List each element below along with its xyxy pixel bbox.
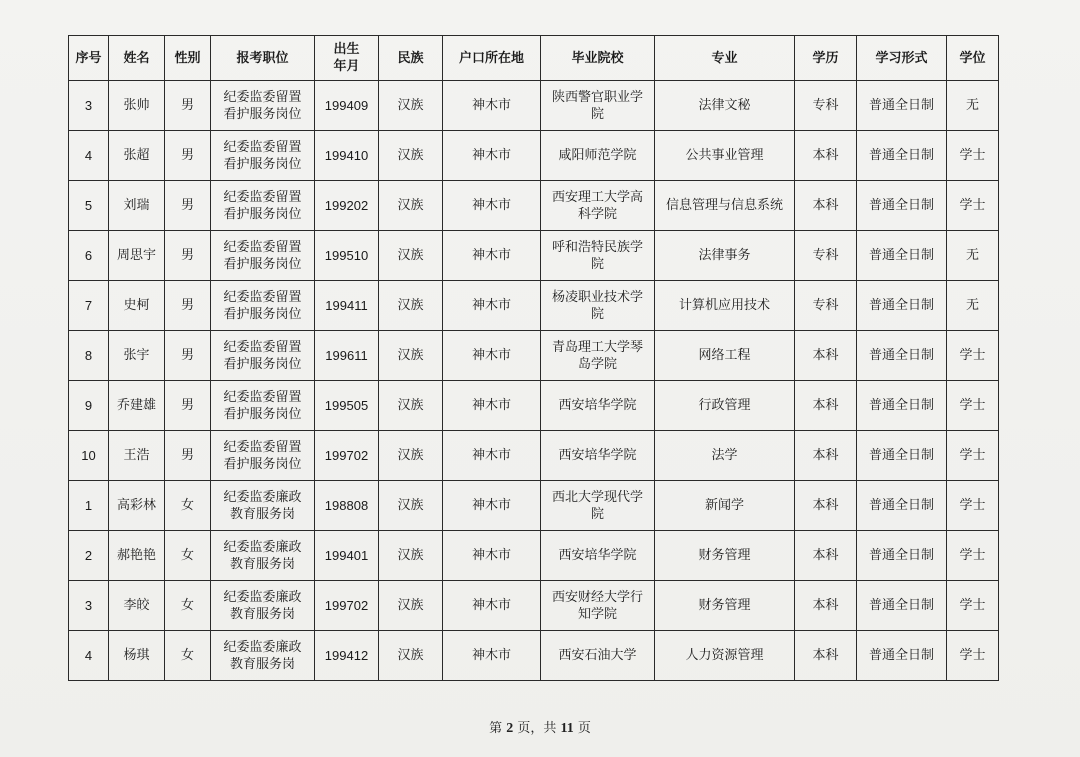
cell-school: 西安财经大学行 知学院 — [541, 581, 655, 631]
cell-gender: 女 — [165, 631, 211, 681]
cell-hukou: 神木市 — [443, 481, 541, 531]
cell-birth: 199409 — [315, 81, 379, 131]
cell-birth: 199702 — [315, 431, 379, 481]
cell-education: 本科 — [795, 431, 857, 481]
cell-ethnicity: 汉族 — [379, 581, 443, 631]
cell-hukou: 神木市 — [443, 531, 541, 581]
table-row — [69, 81, 999, 131]
cell-study-mode: 普通全日制 — [857, 131, 947, 181]
cell-degree: 无 — [947, 81, 999, 131]
cell-gender: 女 — [165, 481, 211, 531]
cell-ethnicity: 汉族 — [379, 531, 443, 581]
cell-study-mode: 普通全日制 — [857, 331, 947, 381]
cell-degree: 学士 — [947, 631, 999, 681]
cell-position: 纪委监委留置 看护服务岗位 — [211, 331, 315, 381]
cell-education: 本科 — [795, 131, 857, 181]
cell-position: 纪委监委廉政 教育服务岗 — [211, 581, 315, 631]
cell-major: 网络工程 — [655, 331, 795, 381]
cell-name: 周思宇 — [109, 231, 165, 281]
table-row — [69, 131, 999, 181]
header-gender: 性别 — [165, 36, 211, 81]
cell-seq: 10 — [69, 431, 109, 481]
cell-birth: 199411 — [315, 281, 379, 331]
cell-name: 刘瑞 — [109, 181, 165, 231]
cell-birth: 199401 — [315, 531, 379, 581]
cell-seq: 6 — [69, 231, 109, 281]
cell-study-mode: 普通全日制 — [857, 631, 947, 681]
cell-name: 史柯 — [109, 281, 165, 331]
header-school: 毕业院校 — [541, 36, 655, 81]
cell-education: 专科 — [795, 81, 857, 131]
cell-school: 西安培华学院 — [541, 531, 655, 581]
cell-birth: 199510 — [315, 231, 379, 281]
cell-major: 法学 — [655, 431, 795, 481]
cell-major: 行政管理 — [655, 381, 795, 431]
cell-hukou: 神木市 — [443, 181, 541, 231]
candidate-table — [68, 35, 999, 681]
cell-seq: 2 — [69, 531, 109, 581]
cell-education: 本科 — [795, 631, 857, 681]
cell-position: 纪委监委留置 看护服务岗位 — [211, 381, 315, 431]
cell-study-mode: 普通全日制 — [857, 281, 947, 331]
cell-gender: 男 — [165, 131, 211, 181]
cell-position: 纪委监委留置 看护服务岗位 — [211, 231, 315, 281]
table-row — [69, 581, 999, 631]
cell-study-mode: 普通全日制 — [857, 181, 947, 231]
footer-prefix: 第 — [489, 721, 503, 736]
cell-seq: 4 — [69, 131, 109, 181]
cell-degree: 学士 — [947, 481, 999, 531]
cell-study-mode: 普通全日制 — [857, 431, 947, 481]
cell-hukou: 神木市 — [443, 281, 541, 331]
cell-education: 本科 — [795, 331, 857, 381]
cell-ethnicity: 汉族 — [379, 481, 443, 531]
header-name: 姓名 — [109, 36, 165, 81]
cell-study-mode: 普通全日制 — [857, 81, 947, 131]
cell-school: 西安理工大学高 科学院 — [541, 181, 655, 231]
cell-school: 青岛理工大学琴 岛学院 — [541, 331, 655, 381]
cell-education: 专科 — [795, 231, 857, 281]
cell-degree: 无 — [947, 281, 999, 331]
cell-ethnicity: 汉族 — [379, 281, 443, 331]
cell-name: 杨琪 — [109, 631, 165, 681]
cell-gender: 男 — [165, 431, 211, 481]
cell-school: 咸阳师范学院 — [541, 131, 655, 181]
cell-major: 人力资源管理 — [655, 631, 795, 681]
table-row — [69, 631, 999, 681]
table-body — [69, 81, 999, 681]
cell-degree: 学士 — [947, 131, 999, 181]
cell-position: 纪委监委留置 看护服务岗位 — [211, 181, 315, 231]
table-row — [69, 281, 999, 331]
table-row — [69, 531, 999, 581]
cell-ethnicity: 汉族 — [379, 231, 443, 281]
cell-degree: 学士 — [947, 181, 999, 231]
cell-ethnicity: 汉族 — [379, 131, 443, 181]
cell-position: 纪委监委留置 看护服务岗位 — [211, 81, 315, 131]
footer-total-pages: 11 — [560, 721, 574, 736]
cell-school: 杨凌职业技术学 院 — [541, 281, 655, 331]
cell-seq: 9 — [69, 381, 109, 431]
cell-education: 本科 — [795, 581, 857, 631]
header-birth: 出生 年月 — [315, 36, 379, 81]
cell-gender: 男 — [165, 281, 211, 331]
header-degree: 学位 — [947, 36, 999, 81]
cell-education: 专科 — [795, 281, 857, 331]
cell-seq: 7 — [69, 281, 109, 331]
cell-birth: 199702 — [315, 581, 379, 631]
cell-birth: 199412 — [315, 631, 379, 681]
table-row — [69, 481, 999, 531]
cell-study-mode: 普通全日制 — [857, 531, 947, 581]
cell-ethnicity: 汉族 — [379, 631, 443, 681]
cell-hukou: 神木市 — [443, 131, 541, 181]
cell-school: 西安石油大学 — [541, 631, 655, 681]
cell-education: 本科 — [795, 181, 857, 231]
cell-major: 信息管理与信息系统 — [655, 181, 795, 231]
cell-hukou: 神木市 — [443, 631, 541, 681]
cell-hukou: 神木市 — [443, 231, 541, 281]
cell-birth: 199410 — [315, 131, 379, 181]
cell-ethnicity: 汉族 — [379, 381, 443, 431]
cell-degree: 学士 — [947, 531, 999, 581]
cell-education: 本科 — [795, 481, 857, 531]
cell-ethnicity: 汉族 — [379, 331, 443, 381]
cell-ethnicity: 汉族 — [379, 181, 443, 231]
cell-name: 李皎 — [109, 581, 165, 631]
cell-gender: 男 — [165, 231, 211, 281]
cell-hukou: 神木市 — [443, 581, 541, 631]
cell-school: 西安培华学院 — [541, 431, 655, 481]
cell-gender: 女 — [165, 581, 211, 631]
cell-degree: 无 — [947, 231, 999, 281]
cell-degree: 学士 — [947, 581, 999, 631]
cell-school: 西北大学现代学 院 — [541, 481, 655, 531]
cell-school: 西安培华学院 — [541, 381, 655, 431]
cell-birth: 198808 — [315, 481, 379, 531]
header-study-mode: 学习形式 — [857, 36, 947, 81]
cell-seq: 3 — [69, 81, 109, 131]
footer-middle: 页，共 — [517, 721, 557, 736]
header-ethnicity: 民族 — [379, 36, 443, 81]
cell-seq: 1 — [69, 481, 109, 531]
cell-hukou: 神木市 — [443, 331, 541, 381]
cell-major: 法律文秘 — [655, 81, 795, 131]
cell-position: 纪委监委留置 看护服务岗位 — [211, 131, 315, 181]
cell-name: 高彩林 — [109, 481, 165, 531]
table-row — [69, 181, 999, 231]
cell-ethnicity: 汉族 — [379, 81, 443, 131]
table-row — [69, 431, 999, 481]
cell-name: 郝艳艳 — [109, 531, 165, 581]
cell-degree: 学士 — [947, 331, 999, 381]
cell-major: 计算机应用技术 — [655, 281, 795, 331]
cell-ethnicity: 汉族 — [379, 431, 443, 481]
cell-name: 王浩 — [109, 431, 165, 481]
table-row — [69, 381, 999, 431]
cell-study-mode: 普通全日制 — [857, 231, 947, 281]
cell-gender: 男 — [165, 81, 211, 131]
cell-hukou: 神木市 — [443, 431, 541, 481]
cell-study-mode: 普通全日制 — [857, 581, 947, 631]
cell-position: 纪委监委留置 看护服务岗位 — [211, 281, 315, 331]
cell-seq: 3 — [69, 581, 109, 631]
cell-seq: 4 — [69, 631, 109, 681]
header-seq: 序号 — [69, 36, 109, 81]
cell-hukou: 神木市 — [443, 381, 541, 431]
cell-major: 公共事业管理 — [655, 131, 795, 181]
cell-degree: 学士 — [947, 431, 999, 481]
cell-name: 乔建雄 — [109, 381, 165, 431]
cell-birth: 199505 — [315, 381, 379, 431]
cell-position: 纪委监委留置 看护服务岗位 — [211, 431, 315, 481]
cell-gender: 男 — [165, 181, 211, 231]
cell-birth: 199611 — [315, 331, 379, 381]
cell-major: 财务管理 — [655, 581, 795, 631]
cell-position: 纪委监委廉政 教育服务岗 — [211, 631, 315, 681]
cell-major: 新闻学 — [655, 481, 795, 531]
cell-position: 纪委监委廉政 教育服务岗 — [211, 481, 315, 531]
cell-name: 张帅 — [109, 81, 165, 131]
cell-hukou: 神木市 — [443, 81, 541, 131]
cell-birth: 199202 — [315, 181, 379, 231]
table-header-row — [69, 36, 999, 81]
header-position: 报考职位 — [211, 36, 315, 81]
cell-major: 财务管理 — [655, 531, 795, 581]
cell-degree: 学士 — [947, 381, 999, 431]
cell-education: 本科 — [795, 531, 857, 581]
table-row — [69, 231, 999, 281]
cell-name: 张宇 — [109, 331, 165, 381]
footer-suffix: 页 — [577, 721, 591, 736]
cell-school: 呼和浩特民族学 院 — [541, 231, 655, 281]
cell-school: 陕西警官职业学 院 — [541, 81, 655, 131]
cell-seq: 8 — [69, 331, 109, 381]
cell-name: 张超 — [109, 131, 165, 181]
cell-major: 法律事务 — [655, 231, 795, 281]
cell-gender: 女 — [165, 531, 211, 581]
header-education: 学历 — [795, 36, 857, 81]
cell-gender: 男 — [165, 331, 211, 381]
cell-seq: 5 — [69, 181, 109, 231]
page-footer — [0, 717, 1080, 737]
table-row — [69, 331, 999, 381]
footer-page-number: 2 — [506, 721, 514, 736]
header-major: 专业 — [655, 36, 795, 81]
cell-study-mode: 普通全日制 — [857, 381, 947, 431]
cell-position: 纪委监委廉政 教育服务岗 — [211, 531, 315, 581]
cell-study-mode: 普通全日制 — [857, 481, 947, 531]
cell-education: 本科 — [795, 381, 857, 431]
cell-gender: 男 — [165, 381, 211, 431]
header-hukou: 户口所在地 — [443, 36, 541, 81]
